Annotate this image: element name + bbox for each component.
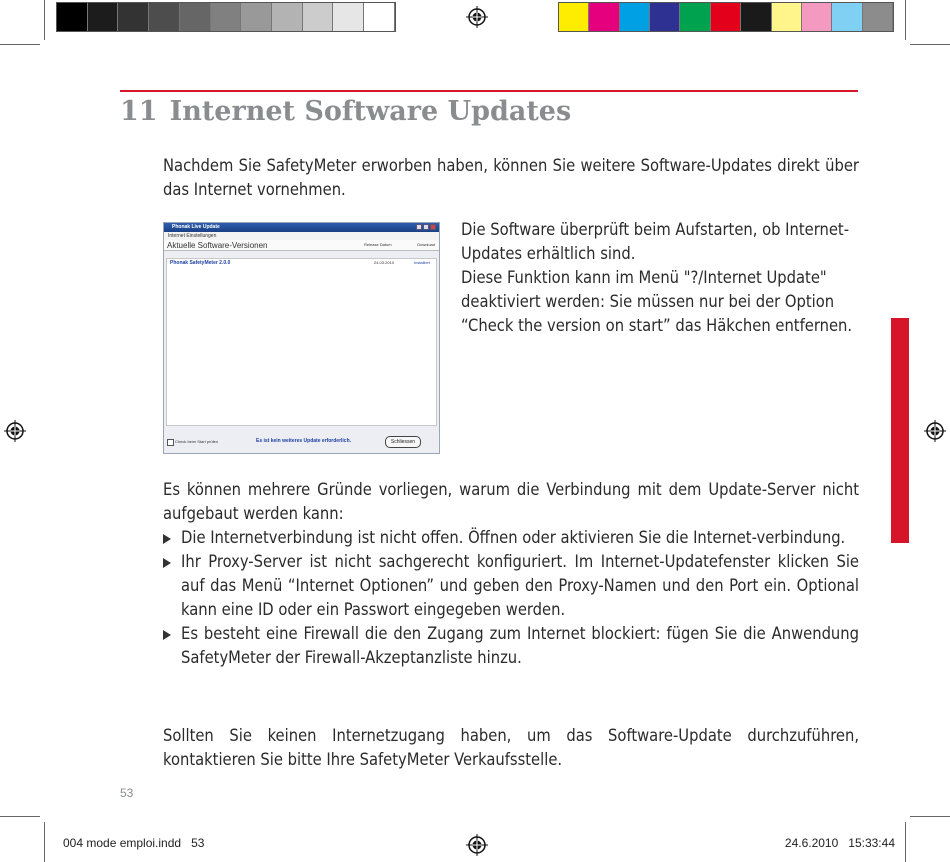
update-window-screenshot <box>163 222 440 454</box>
reasons-section <box>163 478 859 670</box>
section-title: Internet Software Updates <box>169 96 572 127</box>
list-item-text: Es besteht eine Firewall die den Zugang zum Internet blockiert: fügen Sie die Anwendung SafetyMeter der Firewall-Akzeptanzliste hinzu. <box>181 624 859 667</box>
window-footer <box>164 431 439 453</box>
crop-mark <box>905 0 906 40</box>
color-swatch <box>149 3 180 31</box>
crop-mark <box>44 822 45 862</box>
check-on-start-checkbox <box>167 439 174 446</box>
list-title: Aktuelle Software-Versionen <box>167 241 268 250</box>
col-version: Release Datum <box>364 242 392 247</box>
list-item <box>163 526 859 550</box>
color-swatch <box>118 3 149 31</box>
list-item-text: Die Internetverbindung ist nicht offen. Öffnen oder aktivieren Sie die Internet-verbindung. <box>181 528 846 547</box>
window-titlebar <box>164 223 439 232</box>
color-swatch <box>680 3 710 31</box>
gray-calibration-bar <box>56 2 396 32</box>
heading-rule <box>120 90 858 92</box>
checkbox-label: Check beim Start prüfen <box>175 439 219 444</box>
color-swatch <box>802 3 832 31</box>
list-item-text: Ihr Proxy-Server ist nicht sachgerecht konfiguriert. Im Internet-Updatefenster klicken Sie auf das Menü “Internet Optionen” und geben den Proxy-Namen und den Port ein. Optional kann eine ID oder ein Passwort eingegeben werden. <box>181 552 859 619</box>
row-action: Installiert <box>413 260 430 265</box>
color-swatch <box>620 3 650 31</box>
registration-mark-icon <box>466 6 488 28</box>
table-row <box>167 259 436 267</box>
maximize-icon <box>423 224 429 230</box>
color-swatch <box>303 3 334 31</box>
list-header <box>164 240 439 251</box>
crop-mark <box>910 816 950 817</box>
slug-timestamp: 24.6.2010 15:33:44 <box>784 836 895 850</box>
crop-mark <box>44 0 45 40</box>
page-number: 53 <box>120 786 134 800</box>
reasons-list <box>163 526 859 670</box>
window-menu: Internet Einstellungen <box>164 232 439 240</box>
color-swatch <box>88 3 119 31</box>
window-controls <box>416 224 436 230</box>
color-calibration-bar <box>558 2 894 32</box>
registration-mark-icon <box>466 834 488 856</box>
color-swatch <box>832 3 862 31</box>
close-icon <box>430 224 436 230</box>
crop-mark <box>0 44 40 45</box>
registration-mark-icon <box>924 420 946 442</box>
page-title <box>120 96 571 127</box>
color-swatch <box>364 3 395 31</box>
color-swatch <box>559 3 589 31</box>
color-swatch <box>211 3 242 31</box>
color-swatch <box>180 3 211 31</box>
crop-mark <box>0 816 40 817</box>
color-swatch <box>333 3 364 31</box>
row-date: 24.03.2010 <box>374 260 395 265</box>
crop-mark <box>910 44 950 45</box>
side-text-line: Die Software überprüft beim Aufstarten, ob Internet-Updates erhältlich sind. <box>461 220 850 263</box>
color-swatch <box>741 3 771 31</box>
crop-mark <box>905 822 906 862</box>
version-list <box>166 258 437 426</box>
color-swatch <box>272 3 303 31</box>
color-swatch <box>241 3 272 31</box>
slug-file-info: 004 mode emploi.indd 53 <box>63 836 205 850</box>
list-item <box>163 622 859 670</box>
status-message: Es ist kein weiteres Update erforderlich. <box>256 438 352 444</box>
intro-paragraph: Nachdem Sie SafetyMeter erworben haben, können Sie weitere Software-Updates direkt über das Internet vornehmen. <box>163 156 859 199</box>
side-text-line: Diese Funktion kann im Menü "?/Internet Update" deaktiviert werden: Sie müssen nur bei der Option “Check the version on start” das Häkchen entfernen. <box>461 268 853 335</box>
window-title: Phonak Live Update <box>172 224 220 230</box>
bullet-triangle-icon <box>163 558 171 568</box>
color-swatch <box>863 3 893 31</box>
color-swatch <box>772 3 802 31</box>
col-download: Download <box>417 242 435 247</box>
row-product: Phonak SafetyMeter 2.0.0 <box>170 260 231 266</box>
bullet-triangle-icon <box>163 534 171 544</box>
reasons-intro: Es können mehrere Gründe vorliegen, warum die Verbindung mit dem Update-Server nicht aufgebaut werden kann: <box>163 480 859 523</box>
chapter-tab <box>891 318 909 543</box>
color-swatch <box>650 3 680 31</box>
registration-mark-icon <box>4 420 26 442</box>
closing-paragraph: Sollten Sie keinen Internetzugang haben, um das Software-Update durchzuführen, kontaktieren Sie bitte Ihre SafetyMeter Verkaufsstelle. <box>163 726 859 769</box>
side-paragraph <box>461 218 861 338</box>
close-button: Schliessen <box>385 436 421 448</box>
color-swatch <box>711 3 741 31</box>
minimize-icon <box>416 224 422 230</box>
section-number: 11 <box>120 96 158 127</box>
list-item <box>163 550 859 622</box>
color-swatch <box>57 3 88 31</box>
bullet-triangle-icon <box>163 630 171 640</box>
color-swatch <box>589 3 619 31</box>
